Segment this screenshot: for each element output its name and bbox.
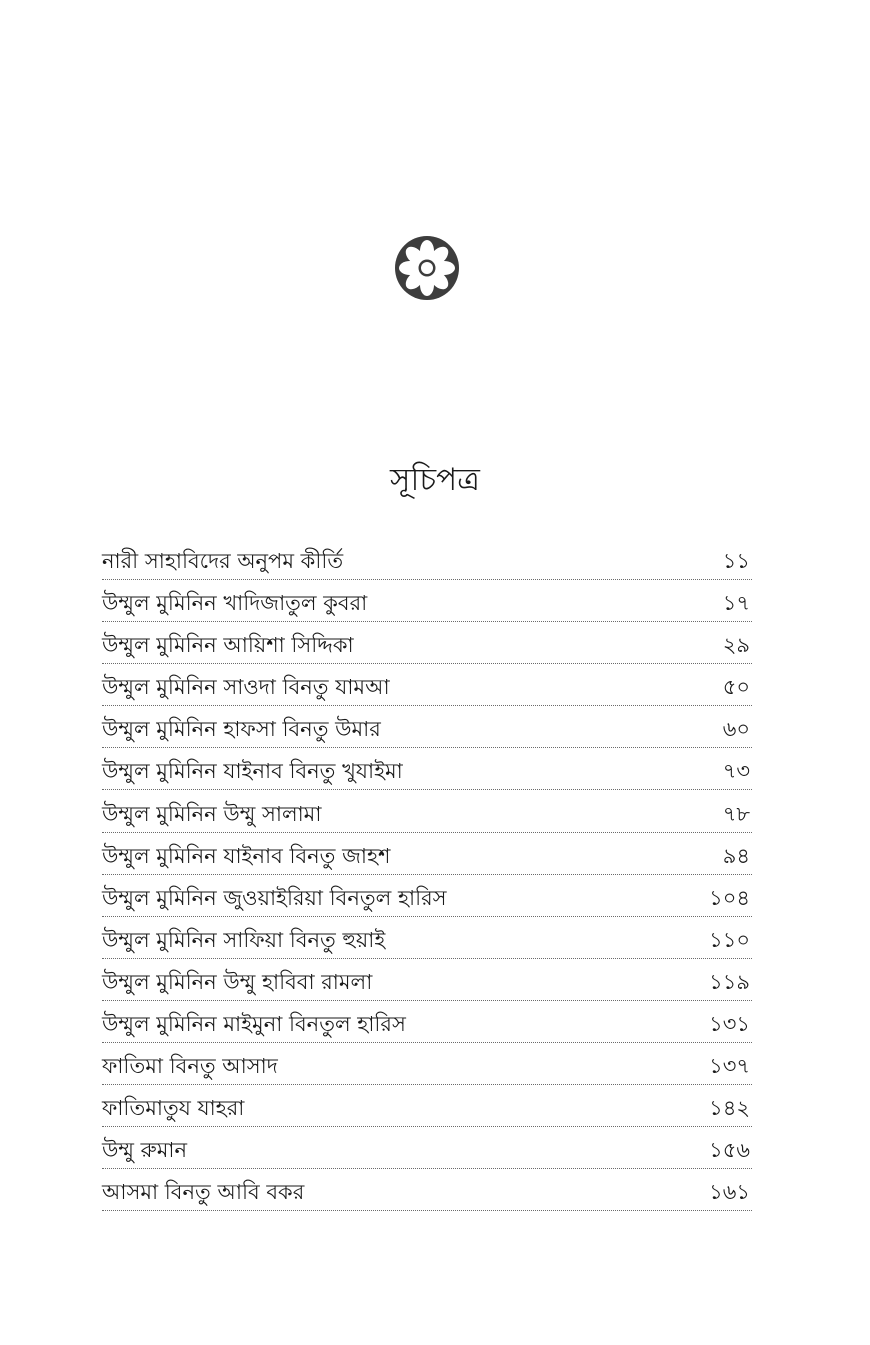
toc-entry[interactable]: [102, 665, 752, 706]
flower-ornament-icon: [395, 236, 459, 300]
toc-entry-page-number: ৬০: [722, 717, 750, 742]
toc-entry[interactable]: [102, 1002, 752, 1043]
toc-entry[interactable]: [102, 1128, 752, 1169]
toc-entry-title: আসমা বিনতু আবি বকর: [102, 1180, 305, 1205]
toc-entry-title: উম্মুল মুমিনিন আয়িশা সিদ্দিকা: [102, 633, 354, 658]
toc-entry[interactable]: [102, 707, 752, 748]
toc-entry-page-number: ১০৪: [709, 885, 750, 910]
toc-entry[interactable]: [102, 918, 752, 959]
toc-entry-title: উম্মুল মুমিনিন সাওদা বিনতু যামআ: [102, 675, 390, 700]
toc-entry-title: উম্মুল মুমিনিন মাইমুনা বিনতুল হারিস: [102, 1012, 406, 1037]
toc-entry-title: নারী সাহাবিদের অনুপম কীর্তি: [102, 549, 344, 573]
toc-entry[interactable]: [102, 834, 752, 875]
toc-entry[interactable]: [102, 539, 752, 580]
toc-entry-page-number: ১১৯: [709, 969, 750, 994]
toc-entry[interactable]: [102, 623, 752, 664]
toc-list: [102, 539, 752, 1213]
toc-entry-title: উম্মুল মুমিনিন হাফসা বিনতু উমার: [102, 717, 381, 742]
toc-entry-page-number: ১১: [722, 549, 750, 573]
toc-entry-page-number: ৯৪: [722, 843, 750, 868]
toc-entry-page-number: ১৩৭: [709, 1054, 750, 1079]
toc-entry-page-number: ১১০: [709, 927, 750, 952]
toc-entry-page-number: ১৩১: [709, 1012, 750, 1037]
toc-entry-page-number: ১৭: [722, 591, 750, 616]
toc-entry-title: উম্মুল মুমিনিন সাফিয়া বিনতু হুয়াই: [102, 927, 386, 952]
toc-entry-title: উম্মুল মুমিনিন উম্মু হাবিবা রামলা: [102, 969, 373, 994]
toc-entry-page-number: ১৪২: [709, 1096, 750, 1121]
toc-entry-title: ফাতিমা বিনতু আসাদ: [102, 1054, 278, 1079]
toc-entry-page-number: ৭৮: [722, 801, 750, 826]
toc-entry[interactable]: [102, 792, 752, 833]
toc-entry[interactable]: [102, 1170, 752, 1211]
toc-entry-page-number: ১৬১: [709, 1180, 750, 1205]
toc-entry-page-number: ২৯: [722, 633, 750, 658]
toc-entry-page-number: ১৫৬: [709, 1138, 750, 1163]
toc-entry-title: ফাতিমাতুয যাহরা: [102, 1096, 245, 1121]
page-title: সূচিপত্র: [390, 462, 480, 498]
toc-entry[interactable]: [102, 1044, 752, 1085]
toc-entry-title: উম্মুল মুমিনিন যাইনাব বিনতু জাহশ: [102, 843, 391, 868]
toc-entry-title: উম্মুল মুমিনিন জুওয়াইরিয়া বিনতুল হারিস: [102, 885, 447, 910]
toc-entry[interactable]: [102, 581, 752, 622]
toc-entry-title: উম্মু রুমান: [102, 1138, 188, 1163]
toc-entry-title: উম্মুল মুমিনিন খাদিজাতুল কুবরা: [102, 591, 368, 616]
toc-entry[interactable]: [102, 1086, 752, 1127]
toc-entry[interactable]: [102, 876, 752, 917]
toc-entry-page-number: ৭৩: [722, 759, 750, 784]
toc-entry-page-number: ৫০: [722, 675, 750, 700]
toc-entry[interactable]: [102, 960, 752, 1001]
toc-entry-title: উম্মুল মুমিনিন যাইনাব বিনতু খুযাইমা: [102, 759, 403, 784]
toc-entry-title: উম্মুল মুমিনিন উম্মু সালামা: [102, 801, 322, 826]
toc-entry[interactable]: [102, 749, 752, 790]
